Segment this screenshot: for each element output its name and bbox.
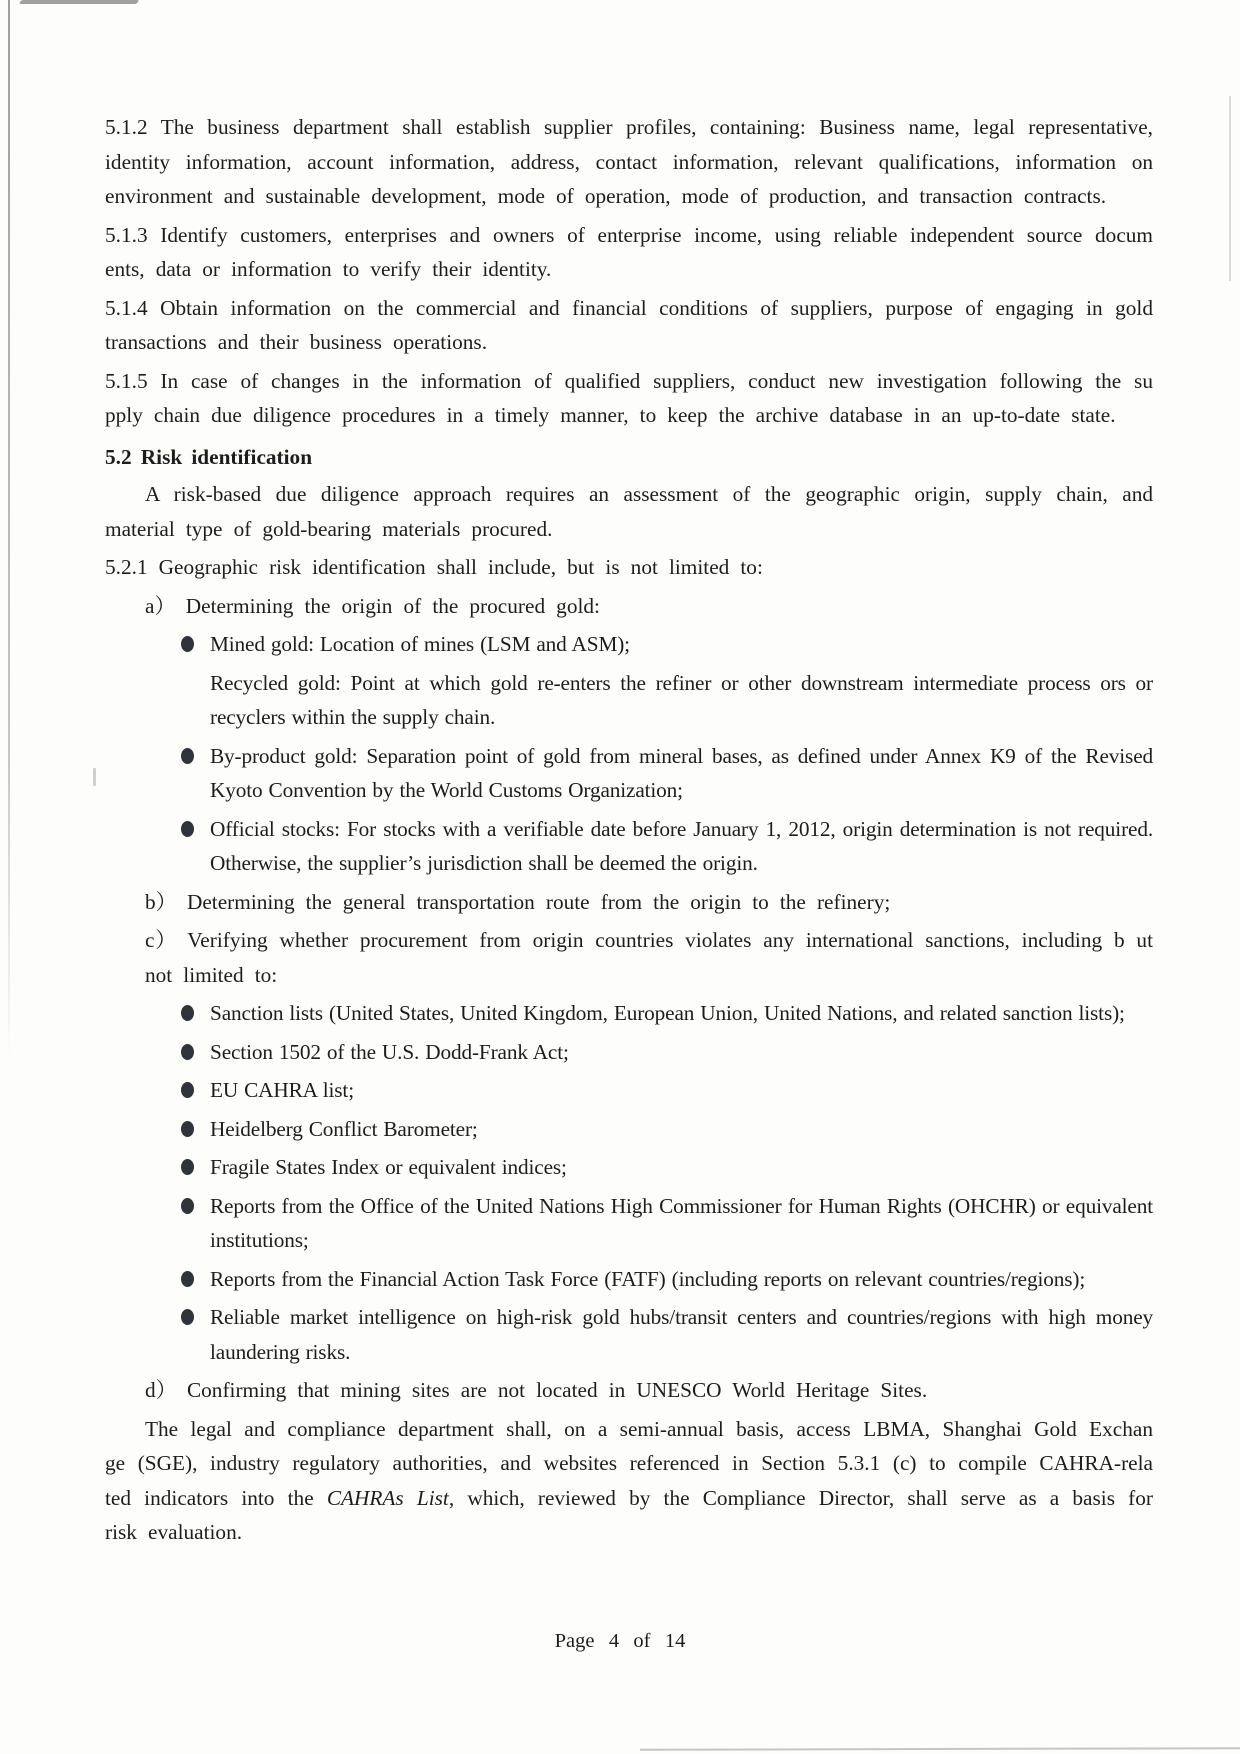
paragraph-final-post: , which, reviewed by the Compliance Director, shall serve as a basis for risk evaluation. bbox=[105, 1485, 1153, 1544]
list-item-d-label: d） bbox=[145, 1378, 177, 1402]
list-item-c bbox=[145, 923, 1153, 992]
bullet-text: Section 1502 of the U.S. Dodd-Frank Act; bbox=[210, 1039, 569, 1064]
bullet-item-fragile-states-index bbox=[105, 1150, 1153, 1185]
list-item-a-label: a） bbox=[145, 593, 176, 618]
bullet-text: Sanction lists (United States, United Kingdom, European Union, United Nations, and related sanction lists); bbox=[210, 1001, 1125, 1025]
list-item-a bbox=[145, 589, 1153, 624]
bullet-icon bbox=[181, 1121, 194, 1137]
bullet-text: Mined gold: Location of mines (LSM and ASM); bbox=[210, 632, 630, 656]
bullet-text: EU CAHRA list; bbox=[210, 1078, 354, 1102]
scan-artifact-margin-tick bbox=[93, 768, 96, 786]
bullet-text: Official stocks: For stocks with a verifiable date before January 1, 2012, origin determination is not required. Otherwise, the supplier’s jurisdiction shall be deemed the origin. bbox=[210, 816, 1153, 875]
bullet-item-fatf-reports bbox=[105, 1262, 1153, 1297]
paragraph-5-1-5: 5.1.5 In case of changes in the information of qualified suppliers, conduct new investigation following the su pply chain due diligence procedures in a timely manner, to keep the archive database in an up-to-date state. bbox=[105, 368, 1153, 427]
section-heading-5-2: 5.2 Risk identification bbox=[105, 444, 313, 469]
footer-page-number: Page 4 of 14 bbox=[554, 1630, 686, 1652]
scan-artifact-left-edge-line bbox=[8, 0, 10, 1060]
bullet-icon bbox=[181, 1082, 194, 1098]
bullet-icon bbox=[181, 1198, 194, 1214]
bullet-icon bbox=[181, 1005, 194, 1021]
list-item-b-text: Determining the general transportation route from the origin to the refinery; bbox=[186, 889, 891, 914]
scan-artifact-bottom-line bbox=[640, 1747, 1240, 1751]
list-item-c-label: c） bbox=[145, 928, 178, 952]
bullet-text: Heidelberg Conflict Barometer; bbox=[210, 1116, 478, 1141]
bullet-item-heidelberg-barometer bbox=[105, 1112, 1153, 1147]
bullet-text: Reports from the Financial Action Task Force (FATF) (including reports on relevant countries/regions); bbox=[210, 1266, 1086, 1291]
bullet-icon bbox=[181, 1309, 194, 1325]
bullet-icon bbox=[181, 1044, 194, 1060]
bullet-item-sanction-lists bbox=[105, 996, 1153, 1031]
bullet-icon bbox=[181, 636, 194, 652]
list-item-a-text: Determining the origin of the procured gold: bbox=[185, 593, 600, 618]
paragraph-5-1-4: 5.1.4 Obtain information on the commercial and financial conditions of suppliers, purpose of engaging in gold transactions and their business operations. bbox=[105, 295, 1153, 354]
paragraph-final bbox=[105, 1412, 1153, 1550]
bullet-icon bbox=[181, 821, 194, 837]
bullet-icon bbox=[181, 1159, 194, 1175]
bullet-text: By-product gold: Separation point of gold from mineral bases, as defined under Annex K9 of the Revised Kyoto Convention by the World Customs Organization; bbox=[210, 743, 1153, 802]
note-recycled-gold bbox=[105, 666, 1153, 735]
list-item-b bbox=[145, 885, 1153, 920]
list-item-d-text: Confirming that mining sites are not located in UNESCO World Heritage Sites. bbox=[186, 1378, 928, 1402]
list-item-b-label: b） bbox=[145, 889, 177, 914]
paragraph-5-2-intro: A risk-based due diligence approach requires an assessment of the geographic origin, supply chain, and material type of gold-bearing materials procured. bbox=[105, 482, 1153, 541]
paragraph-final-pre: The legal and compliance department shall, on a semi-annual basis, access LBMA, Shanghai Gold Exchan ge (SGE), industry regulatory authorities, and websites referenced in Section 5.3.1 (c) to compile CAHRA-rela ted indicators into the bbox=[105, 1416, 1153, 1510]
bullet-item-eu-cahra-list bbox=[105, 1073, 1153, 1108]
note-text: Recycled gold: Point at which gold re-enters the refiner or other downstream intermediate process ors or recyclers within the supply chain. bbox=[210, 670, 1153, 729]
paragraph-5-2-1: 5.2.1 Geographic risk identification shall include, but is not limited to: bbox=[105, 555, 763, 579]
bullet-text: Fragile States Index or equivalent indices; bbox=[210, 1155, 567, 1179]
document-body bbox=[105, 110, 1153, 1554]
bullet-item-dodd-frank bbox=[105, 1035, 1153, 1070]
bullet-text: Reliable market intelligence on high-risk gold hubs/transit centers and countries/regions with high money laundering risks. bbox=[210, 1305, 1153, 1364]
cahras-list-italic: CAHRAs List bbox=[326, 1485, 449, 1510]
bullet-icon bbox=[181, 1271, 194, 1287]
list-item-d bbox=[145, 1373, 1153, 1408]
scan-artifact-top-smudge bbox=[19, 0, 140, 4]
bullet-item-official-stocks bbox=[105, 812, 1153, 881]
bullet-text: Reports from the Office of the United Nations High Commissioner for Human Rights (OHCHR) or equivalent institutions; bbox=[210, 1193, 1153, 1252]
bullet-item-by-product-gold bbox=[105, 739, 1153, 808]
bullet-item-market-intelligence bbox=[105, 1300, 1153, 1369]
list-item-c-text: Verifying whether procurement from origin countries violates any international sanctions, including b ut not limited to: bbox=[145, 928, 1153, 987]
scan-artifact-right-edge-line bbox=[1229, 96, 1231, 281]
paragraph-5-1-3: 5.1.3 Identify customers, enterprises and owners of enterprise income, using reliable independent source docum ents, data or information to verify their identity. bbox=[105, 222, 1153, 281]
bullet-item-ohchr-reports bbox=[105, 1189, 1153, 1258]
paragraph-5-1-2: 5.1.2 The business department shall establish supplier profiles, containing: Business name, legal representative, identity information, account information, address, contact information, relevant qualifications, information on environment and sustainable development, mode of operation, mode of production, and transaction contracts. bbox=[105, 115, 1153, 208]
bullet-item-mined-gold bbox=[105, 627, 1153, 662]
bullet-icon bbox=[181, 748, 194, 764]
